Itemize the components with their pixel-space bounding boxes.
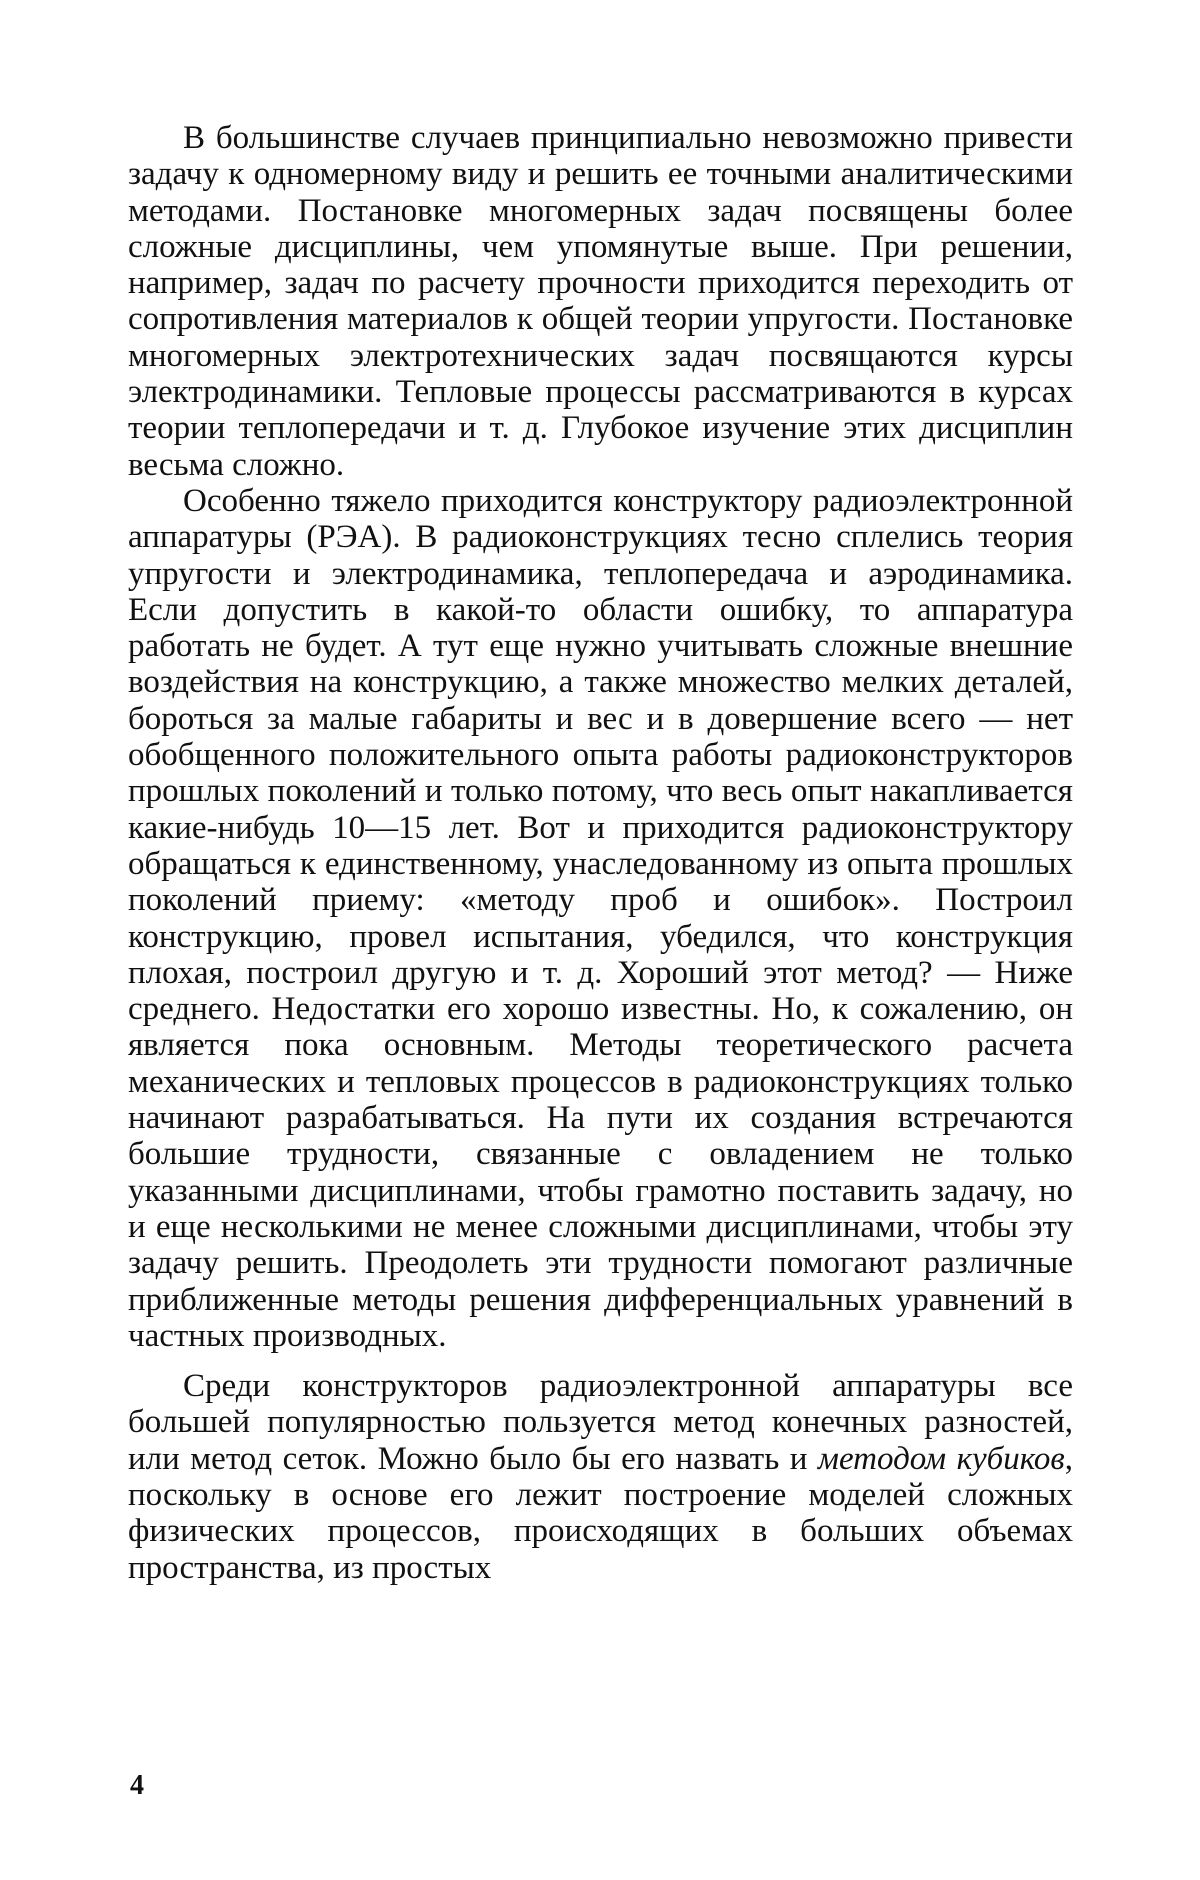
paragraph-1: В большинстве случаев принципиально невозможно привести задачу к одномерному виду и решить ее точными аналитическими методами. Постановке многомерных задач посвящены более сложные дисциплины, чем упомянутые выше. При решении, например, задач по расчету прочности приходится переходить от сопротивления материалов к общей теории упругости. Постановке многомерных электротехнических задач посвящаются курсы электродинамики. Тепловые процессы рассматриваются в курсах теории теплопередачи и т. д. Глубокое изучение этих дисциплин весьма сложно. bbox=[128, 120, 1073, 483]
book-page bbox=[128, 120, 1073, 1800]
paragraph-2: Особенно тяжело приходится конструктору радиоэлектронной аппаратуры (РЭА). В радиоконструкциях тесно сплелись теория упругости и электродинамика, теплопередача и аэродинамика. Если допустить в какой-то области ошибку, то аппаратура работать не будет. А тут еще нужно учитывать сложные внешние воздействия на конструкцию, а также множество мелких деталей, бороться за малые габариты и вес и в довершение всего — нет обобщенного положительного опыта работы радиоконструкторов прошлых поколений и только потому, что весь опыт накапливается какие-нибудь 10—15 лет. Вот и приходится радиоконструктору обращаться к единственному, унаследованному из опыта прошлых поколений приему: «методу проб и ошибок». Построил конструкцию, провел испытания, убедился, что конструкция плохая, построил другую и т. д. Хороший этот метод? — Ниже среднего. Недостатки его хорошо известны. Но, к сожалению, он является пока основным. Методы теоретического расчета механических и тепловых процессов в радиоконструкциях только начинают разрабатываться. На пути их создания встречаются большие трудности, связанные с овладением не только указанными дисциплинами, чтобы грамотно поставить задачу, но и еще несколькими не менее сложными дисциплинами, чтобы эту задачу решить. Преодолеть эти трудности помогают различные приближенные методы решения дифференциальных уравнений в частных производных. bbox=[128, 482, 1073, 1354]
paragraph-3-emphasis: методом кубиков bbox=[817, 1440, 1065, 1477]
page-number: 4 bbox=[130, 1770, 144, 1801]
paragraph-3-text-after: , поскольку в основе его лежит построение моделей сложных физических процессов, происходящих в больших объемах пространства, из простых bbox=[128, 1440, 1074, 1586]
paragraph-3-text-before: Среди конструкторов радиоэлектронной аппаратуры все большей популярностью пользуется метод конечных разностей, или метод сеток. Можно было бы его назвать и bbox=[128, 1368, 1073, 1477]
paragraph-3 bbox=[128, 1368, 1073, 1586]
